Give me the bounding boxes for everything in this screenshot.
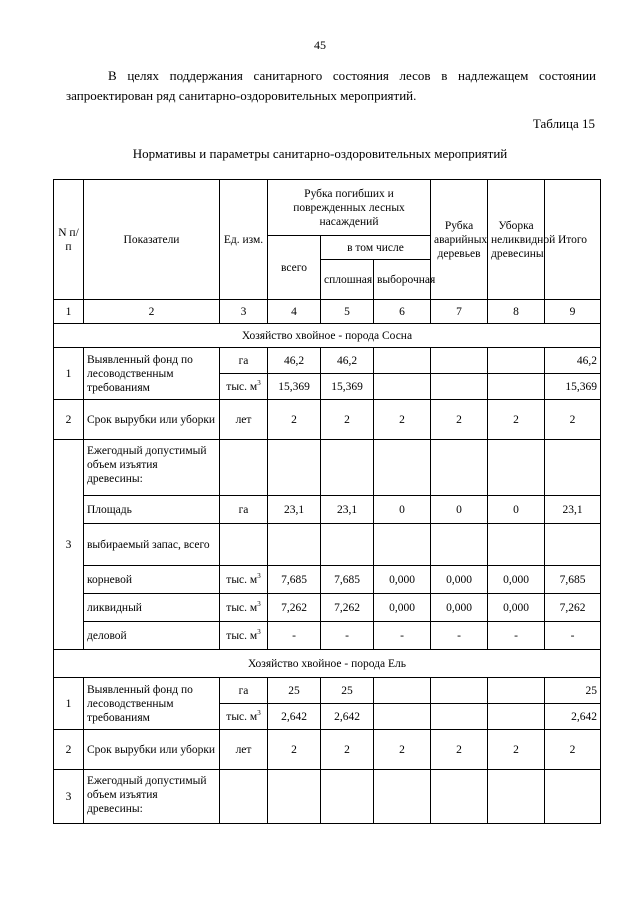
row-number: 3 bbox=[54, 770, 84, 824]
empty-cell bbox=[220, 440, 268, 496]
header-num: N п/п bbox=[54, 180, 84, 300]
header-total: всего bbox=[268, 236, 321, 300]
table-row bbox=[54, 400, 601, 440]
value-cell: 0,000 bbox=[374, 594, 431, 622]
value-cell: 23,1 bbox=[545, 496, 601, 524]
table-row bbox=[54, 566, 601, 594]
value-cell: - bbox=[321, 622, 374, 650]
value-cell: 2 bbox=[374, 730, 431, 770]
table-row bbox=[54, 440, 601, 496]
empty-cell bbox=[545, 770, 601, 824]
empty-cell bbox=[321, 440, 374, 496]
empty-cell bbox=[431, 524, 488, 566]
header-emergency: Рубка аварийных деревьев bbox=[431, 180, 488, 300]
empty-cell bbox=[431, 440, 488, 496]
header-itogo: Итого bbox=[545, 180, 601, 300]
table-row bbox=[54, 622, 601, 650]
col-number: 6 bbox=[374, 300, 431, 324]
table-row bbox=[54, 770, 601, 824]
table-row bbox=[54, 496, 601, 524]
value-cell: 2 bbox=[488, 730, 545, 770]
empty-cell bbox=[268, 440, 321, 496]
table-row bbox=[54, 524, 601, 566]
empty-cell bbox=[220, 770, 268, 824]
value-cell bbox=[431, 704, 488, 730]
row-label: Срок вырубки или уборки bbox=[84, 730, 220, 770]
row-label: деловой bbox=[84, 622, 220, 650]
value-cell: 0 bbox=[374, 496, 431, 524]
value-cell bbox=[488, 374, 545, 400]
row-number: 2 bbox=[54, 400, 84, 440]
value-cell: - bbox=[488, 622, 545, 650]
value-cell: 0,000 bbox=[488, 566, 545, 594]
column-numbers-row bbox=[54, 300, 601, 324]
value-cell: 2 bbox=[488, 400, 545, 440]
value-cell: 0,000 bbox=[431, 566, 488, 594]
intro-paragraph: В целях поддержания санитарного состояния лесов в надлежащем состоянии запроектирован ряд санитарно-оздоровительных мероприятий. bbox=[66, 68, 596, 103]
col-number: 4 bbox=[268, 300, 321, 324]
value-cell bbox=[374, 374, 431, 400]
value-cell: 25 bbox=[545, 678, 601, 704]
value-cell: 2 bbox=[545, 400, 601, 440]
unit-cell: тыс. $м^3$ bbox=[220, 374, 268, 400]
value-cell bbox=[374, 678, 431, 704]
row-label: Выявленный фонд по лесоводственным требованиям bbox=[84, 348, 220, 400]
unit-cell: га bbox=[220, 496, 268, 524]
col-number: 5 bbox=[321, 300, 374, 324]
table-row bbox=[54, 348, 601, 374]
empty-cell bbox=[268, 770, 321, 824]
table-row bbox=[54, 594, 601, 622]
row-label: Ежегодный допустимый объем изъятия древесины: bbox=[84, 440, 220, 496]
value-cell: - bbox=[268, 622, 321, 650]
col-number: 1 bbox=[54, 300, 84, 324]
unit-cell: тыс. $м^3$ bbox=[220, 566, 268, 594]
empty-cell bbox=[374, 524, 431, 566]
value-cell: 2 bbox=[268, 730, 321, 770]
value-cell: 0,000 bbox=[374, 566, 431, 594]
value-cell: 25 bbox=[268, 678, 321, 704]
header-selective: выборочная bbox=[374, 260, 431, 300]
col-number: 3 bbox=[220, 300, 268, 324]
row-label: Срок вырубки или уборки bbox=[84, 400, 220, 440]
unit-cell: лет bbox=[220, 400, 268, 440]
value-cell: 7,685 bbox=[545, 566, 601, 594]
value-cell bbox=[488, 704, 545, 730]
value-cell: 7,685 bbox=[321, 566, 374, 594]
empty-cell bbox=[374, 440, 431, 496]
unit-cell: тыс. $м^3$ bbox=[220, 704, 268, 730]
empty-cell bbox=[545, 440, 601, 496]
section-title: Хозяйство хвойное - порода Сосна bbox=[54, 324, 601, 348]
header-including: в том числе bbox=[321, 236, 431, 260]
value-cell: 2 bbox=[268, 400, 321, 440]
page-number: 45 bbox=[314, 38, 326, 52]
value-cell: 2,642 bbox=[321, 704, 374, 730]
empty-cell bbox=[321, 524, 374, 566]
row-number: 2 bbox=[54, 730, 84, 770]
unit-cell: тыс. $м^3$ bbox=[220, 622, 268, 650]
unit-cell: лет bbox=[220, 730, 268, 770]
empty-cell bbox=[268, 524, 321, 566]
col-number: 9 bbox=[545, 300, 601, 324]
value-cell: 15,369 bbox=[545, 374, 601, 400]
table-title: Нормативы и параметры санитарно-оздоровительных мероприятий bbox=[132, 146, 508, 161]
value-cell: 2 bbox=[431, 730, 488, 770]
value-cell: - bbox=[545, 622, 601, 650]
row-number: 1 bbox=[54, 348, 84, 400]
value-cell: 0 bbox=[431, 496, 488, 524]
value-cell: 2 bbox=[374, 400, 431, 440]
value-cell: 2,642 bbox=[545, 704, 601, 730]
col-number: 7 bbox=[431, 300, 488, 324]
value-cell: 0,000 bbox=[488, 594, 545, 622]
empty-cell bbox=[488, 440, 545, 496]
value-cell bbox=[431, 348, 488, 374]
unit-cell: га bbox=[220, 348, 268, 374]
header-unit: Ед. изм. bbox=[220, 180, 268, 300]
empty-cell bbox=[488, 770, 545, 824]
value-cell bbox=[488, 348, 545, 374]
empty-cell bbox=[374, 770, 431, 824]
empty-cell bbox=[488, 524, 545, 566]
unit-cell: тыс. $м^3$ bbox=[220, 594, 268, 622]
value-cell: 2 bbox=[321, 730, 374, 770]
empty-cell bbox=[431, 770, 488, 824]
row-number: 1 bbox=[54, 678, 84, 730]
value-cell: 46,2 bbox=[545, 348, 601, 374]
table-number: Таблица 15 bbox=[532, 116, 595, 131]
value-cell: 25 bbox=[321, 678, 374, 704]
table-row bbox=[54, 678, 601, 704]
value-cell: 0,000 bbox=[431, 594, 488, 622]
value-cell: 2 bbox=[545, 730, 601, 770]
value-cell: 23,1 bbox=[268, 496, 321, 524]
value-cell bbox=[431, 374, 488, 400]
unit-cell: га bbox=[220, 678, 268, 704]
value-cell: 2 bbox=[321, 400, 374, 440]
sanitary-measures-table bbox=[53, 179, 601, 824]
value-cell: 0 bbox=[488, 496, 545, 524]
col-number: 8 bbox=[488, 300, 545, 324]
table-row bbox=[54, 730, 601, 770]
value-cell: 46,2 bbox=[268, 348, 321, 374]
empty-cell bbox=[545, 524, 601, 566]
value-cell bbox=[374, 704, 431, 730]
row-label: Ежегодный допустимый объем изъятия древесины: bbox=[84, 770, 220, 824]
row-number: 3 bbox=[54, 440, 84, 650]
value-cell: 7,262 bbox=[268, 594, 321, 622]
header-indicators: Показатели bbox=[84, 180, 220, 300]
value-cell: 46,2 bbox=[321, 348, 374, 374]
section-title: Хозяйство хвойное - порода Ель bbox=[54, 650, 601, 678]
value-cell: 15,369 bbox=[268, 374, 321, 400]
value-cell bbox=[374, 348, 431, 374]
value-cell: 2 bbox=[431, 400, 488, 440]
row-label: Выявленный фонд по лесоводственным требованиям bbox=[84, 678, 220, 730]
value-cell: 15,369 bbox=[321, 374, 374, 400]
header-clear: сплошная bbox=[321, 260, 374, 300]
col-number: 2 bbox=[84, 300, 220, 324]
value-cell: - bbox=[374, 622, 431, 650]
value-cell: 7,262 bbox=[321, 594, 374, 622]
row-label: Площадь bbox=[84, 496, 220, 524]
value-cell: - bbox=[431, 622, 488, 650]
row-label: ликвидный bbox=[84, 594, 220, 622]
value-cell: 7,685 bbox=[268, 566, 321, 594]
empty-cell bbox=[220, 524, 268, 566]
row-label: корневой bbox=[84, 566, 220, 594]
value-cell bbox=[488, 678, 545, 704]
value-cell: 2,642 bbox=[268, 704, 321, 730]
empty-cell bbox=[321, 770, 374, 824]
value-cell: 23,1 bbox=[321, 496, 374, 524]
value-cell bbox=[431, 678, 488, 704]
row-label: выбираемый запас, всего bbox=[84, 524, 220, 566]
header-felling-dead: Рубка погибших и поврежденных лесных насаждений bbox=[268, 180, 431, 236]
value-cell: 7,262 bbox=[545, 594, 601, 622]
header-illiquid: Уборка неликвидной древесины bbox=[488, 180, 545, 300]
